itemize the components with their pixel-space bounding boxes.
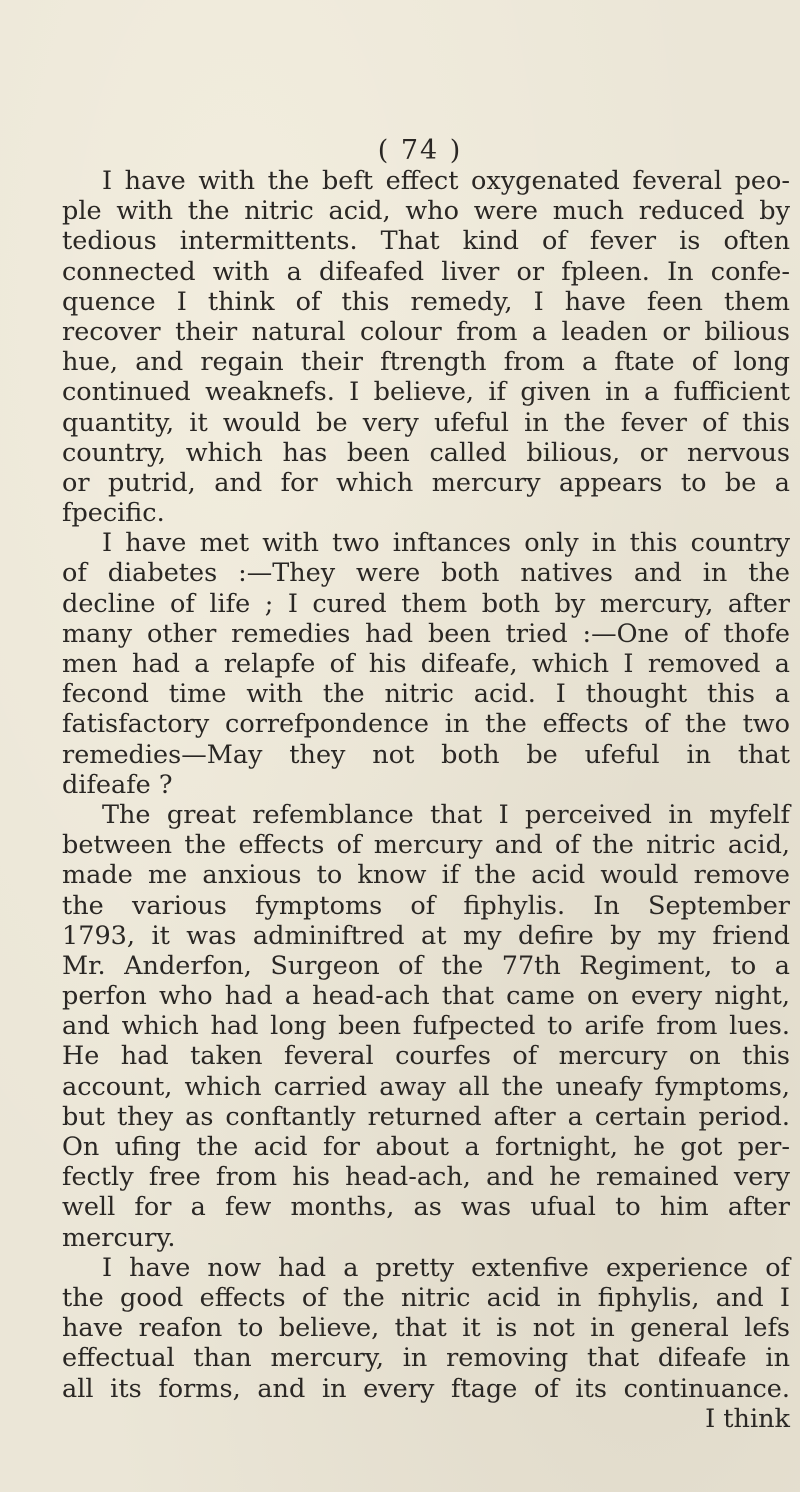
text-line: the good effects of the nitric acid in fiphylis, and I [62, 1282, 790, 1313]
text-line: all its forms, and in every ftage of its continuance. [62, 1373, 790, 1404]
text-line: country, which has been called bilious, or nervous [62, 437, 790, 468]
text-line: but they as conftantly returned after a certain period. [62, 1101, 790, 1132]
text-line: I have with the beft effect oxygenated feveral peo- [102, 166, 790, 196]
text-line: continued weaknefs. I believe, if given in a fufficient [62, 377, 790, 408]
text-line: He had taken feveral courfes of mercury on this [62, 1041, 790, 1072]
text-line: tedious intermittents. That kind of fever is often [62, 226, 790, 257]
text-line: have reafon to believe, that it is not in general lefs [62, 1313, 790, 1344]
text-line: connected with a difeafed liver or fpleen. In confe- [62, 256, 790, 287]
text-line: On ufing the acid for about a fortnight, he got per- [62, 1132, 790, 1162]
text-line: remedies—May they not both be ufeful in that [62, 739, 790, 770]
text-line: quantity, it would be very ufeful in the fever of this [62, 407, 790, 438]
text-line: many other remedies had been tried :—One of thofe [62, 618, 790, 649]
catchword: I think [705, 1403, 790, 1434]
text-line: perfon who had a head-ach that came on every night, [62, 981, 790, 1012]
text-line: I have met with two inftances only in this country [102, 528, 790, 559]
text-line: The great refemblance that I perceived in myfelf [102, 799, 790, 830]
text-line: decline of life ; I cured them both by mercury, after [62, 588, 790, 619]
text-line: I have now had a pretty extenfive experience of [102, 1252, 790, 1283]
text-line: 1793, it was adminiftred at my defire by my friend [62, 920, 790, 951]
text-line: men had a relapfe of his difeafe, which I removed a [62, 649, 790, 679]
text-line: quence I think of this remedy, I have feen them [62, 286, 790, 317]
text-line: the various fymptoms of fiphylis. In September [62, 890, 790, 921]
page-number: ( 74 ) [377, 135, 463, 166]
text-line: and which had long been fufpected to arife from lues. [62, 1011, 790, 1042]
text-line: well for a few months, as was ufual to him after [62, 1192, 790, 1223]
text-line: fectly free from his head-ach, and he remained very [62, 1162, 790, 1193]
text-line: hue, and regain their ftrength from a ftate of long [62, 347, 790, 378]
text-line: made me anxious to know if the acid would remove [62, 860, 790, 891]
text-line: account, which carried away all the uneafy fymptoms, [62, 1071, 790, 1102]
text-line: ple with the nitric acid, who were much reduced by [62, 196, 790, 227]
text-line: fatisfactory correfpondence in the effects of the two [62, 709, 790, 740]
text-line: or putrid, and for which mercury appears to be a [62, 467, 790, 498]
text-line: fpecific. [62, 498, 165, 529]
text-line: recover their natural colour from a leaden or bilious [62, 316, 790, 347]
text-line: difeafe ? [62, 769, 173, 800]
text-line: mercury. [62, 1222, 176, 1253]
text-line: between the effects of mercury and of the nitric acid, [62, 830, 790, 861]
body-text [62, 166, 790, 1434]
text-line: effectual than mercury, in removing that difeafe in [62, 1343, 790, 1374]
text-line: of diabetes :—They were both natives and in the [62, 558, 790, 589]
text-line: fecond time with the nitric acid. I thought this a [62, 679, 790, 710]
text-line: Mr. Anderfon, Surgeon of the 77th Regiment, to a [62, 950, 790, 981]
